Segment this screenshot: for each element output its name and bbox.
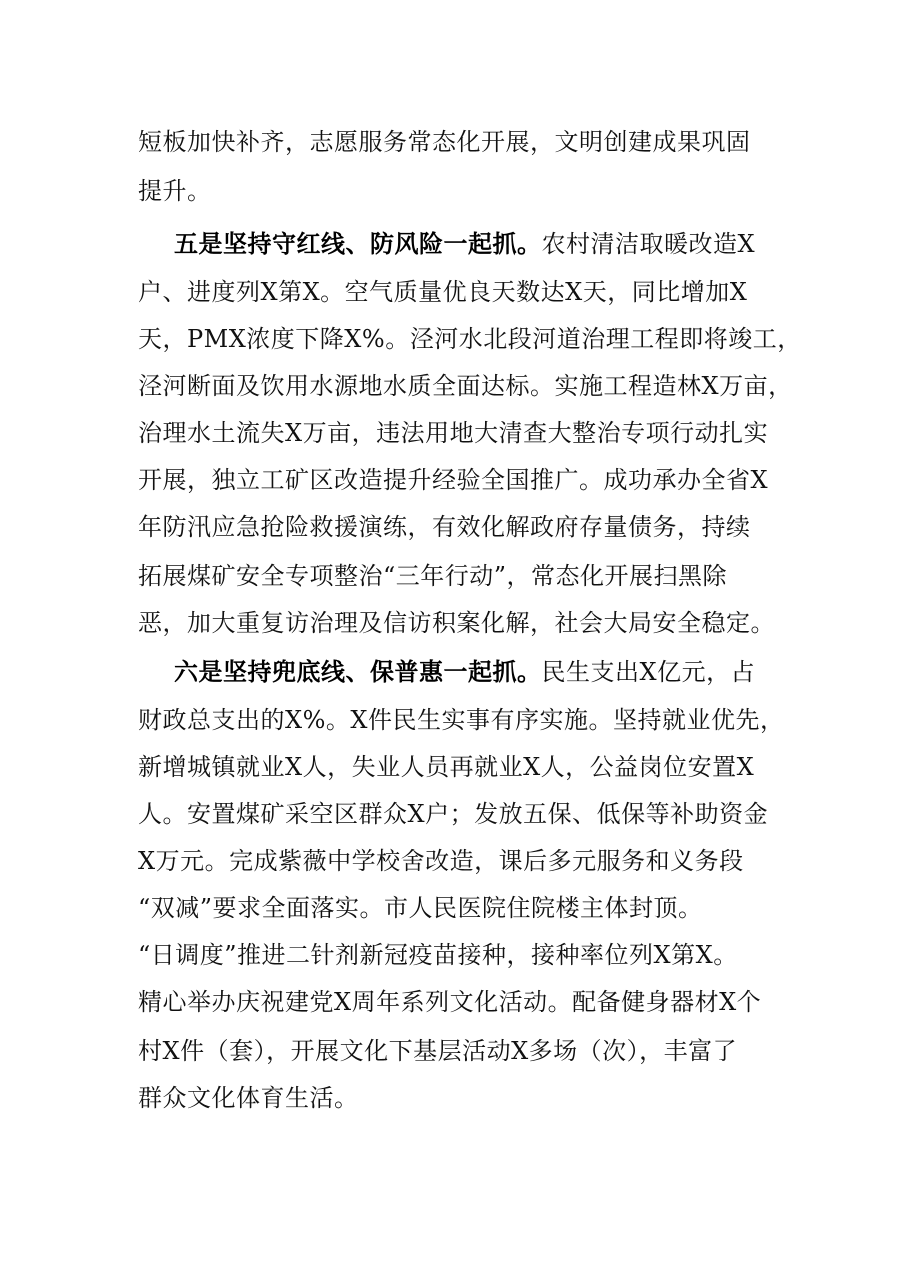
text-line: 天，PMX浓度下降X%。泾河水北段河道治理工程即将竣工， bbox=[138, 325, 802, 353]
text-line: 泾河断面及饮用水源地水质全面达标。实施工程造林X万亩， bbox=[138, 372, 793, 400]
text-line: 精心举办庆祝建党X周年系列文化活动。配备健身器材X个 bbox=[138, 988, 762, 1016]
paragraph-5-heading: 五是坚持守红线、防风险一起抓。 bbox=[174, 230, 542, 258]
text-line: 财政总支出的X%。X件民生实事有序实施。坚持就业优先， bbox=[138, 706, 785, 734]
paragraph-5-text: 农村清洁取暖改造X bbox=[541, 230, 756, 258]
paragraph-6-text: 民生支出X亿元，占 bbox=[541, 658, 756, 686]
text-line: 年防汛应急抢险救援演练，有效化解政府存量债务，持续 bbox=[138, 513, 751, 541]
text-line: 治理水土流失X万亩，违法用地大清查大整治专项行动扎实 bbox=[138, 419, 769, 447]
paragraph-5-first-line bbox=[174, 229, 755, 259]
text-line: 恶，加大重复访治理及信访积案化解，社会大局安全稳定。 bbox=[138, 609, 775, 637]
text-line: 拓展煤矿安全专项整治“三年行动”，常态化开展扫黑除 bbox=[138, 562, 728, 590]
text-line: 开展，独立工矿区改造提升经验全国推广。成功承办全省X bbox=[138, 466, 769, 494]
text-line: 户、进度列X第X。空气质量优良天数达X天，同比增加X bbox=[138, 278, 748, 306]
paragraph-6-heading: 六是坚持兜底线、保普惠一起抓。 bbox=[174, 658, 542, 686]
text-line: “双减”要求全面落实。市人民医院住院楼主体封顶。 bbox=[138, 894, 703, 922]
text-line: “日调度”推进二针剂新冠疫苗接种，接种率位列X第X。 bbox=[138, 941, 738, 969]
text-line: 村X件（套），开展文化下基层活动X多场（次），丰富了 bbox=[138, 1037, 738, 1065]
paragraph-6-first-line bbox=[174, 657, 755, 687]
text-line: 提升。 bbox=[138, 177, 212, 205]
text-line: 群众文化体育生活。 bbox=[138, 1084, 359, 1112]
text-line: X万元。完成紫薇中学校舍改造，课后多元服务和义务段 bbox=[138, 847, 744, 875]
text-line: 新增城镇就业X人，失业人员再就业X人，公益岗位安置X bbox=[138, 753, 755, 781]
text-line: 人。安置煤矿采空区群众X户；发放五保、低保等补助资金 bbox=[138, 800, 769, 828]
text-line: 短板加快补齐，志愿服务常态化开展，文明创建成果巩固 bbox=[138, 128, 751, 156]
